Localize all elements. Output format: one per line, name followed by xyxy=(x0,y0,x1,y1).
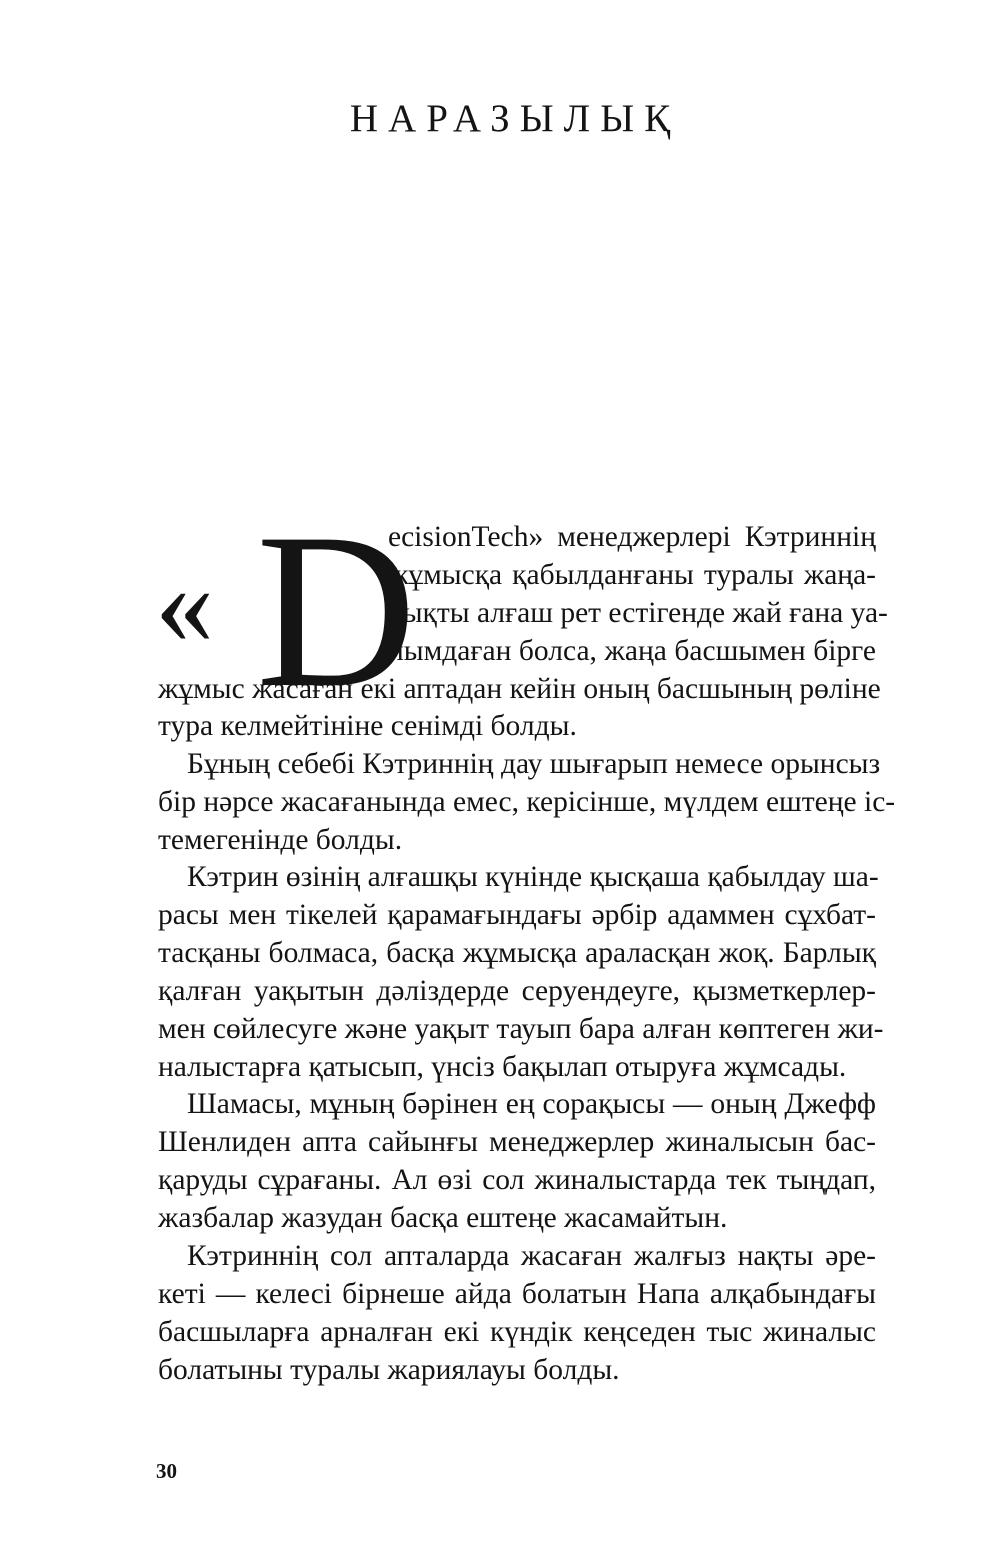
text-line: басшыларға арналған екі күндік кеңседен тыс жиналыс xyxy=(158,1316,876,1348)
text-line: тура келмейтініне сенімді болды. xyxy=(158,710,577,742)
text-line: Бұның себебі Кэтриннің дау шығарып немесе орынсыз xyxy=(187,748,881,780)
text-line: налыстарға қатысып, үнсіз бақылап отыруға жұмсады. xyxy=(158,1051,847,1083)
text-line: Кэтрин өзінің алғашқы күнінде қысқаша қабылдау ша- xyxy=(187,861,879,893)
drop-cap-quote-mark: « xyxy=(155,538,214,669)
text-line: лықты алғаш рет естігенде жай ғана уа- xyxy=(388,597,888,629)
text-line: қалған уақытын дәліздерде серуендеуге, қызметкерлер- xyxy=(158,975,876,1007)
text-line: ecisionTech» менеджерлері Кэтриннің xyxy=(388,521,876,553)
page-number: 30 xyxy=(156,1459,177,1483)
text-line: Шамасы, мұның бәрінен ең сорақысы — оның Джефф xyxy=(187,1088,876,1120)
text-line: йымдаған болса, жаңа басшымен бірге xyxy=(388,635,876,667)
text-line: қаруды сұрағаны. Ал өзі сол жиналыстарда тек тыңдап, xyxy=(158,1164,876,1196)
text-line: расы мен тікелей қарамағындағы әрбір адаммен сұхбат- xyxy=(158,899,876,931)
chapter-title: НАРАЗЫЛЫҚ xyxy=(349,97,681,140)
text-line: бір нәрсе жасағанында емес, керісінше, мүлдем ештеңе іс- xyxy=(158,786,896,818)
text-line: тасқаны болмаса, басқа жұмысқа араласқан жоқ. Барлық xyxy=(158,937,876,969)
text-line: жазбалар жазудан басқа ештеңе жасамайтын. xyxy=(158,1202,728,1234)
text-line: темегенінде болды. xyxy=(158,824,403,856)
text-line: жұмыс жасаған екі аптадан кейін оның басшының рөліне xyxy=(158,673,881,705)
text-line: болатыны туралы жариялауы болды. xyxy=(158,1354,620,1386)
text-line: кеті — келесі бірнеше айда болатын Напа алқабындағы xyxy=(158,1278,876,1310)
drop-cap-letter: D xyxy=(256,488,417,734)
text-line: Кэтриннің сол апталарда жасаған жалғыз нақты әре- xyxy=(187,1240,876,1272)
text-line: жұмысқа қабылданғаны туралы жаңа- xyxy=(388,559,876,591)
text-line: мен сөйлесуге және уақыт тауып бара алған көптеген жи- xyxy=(158,1013,884,1045)
text-line: Шенлиден апта сайынғы менеджерлер жиналысын бас- xyxy=(158,1126,876,1158)
